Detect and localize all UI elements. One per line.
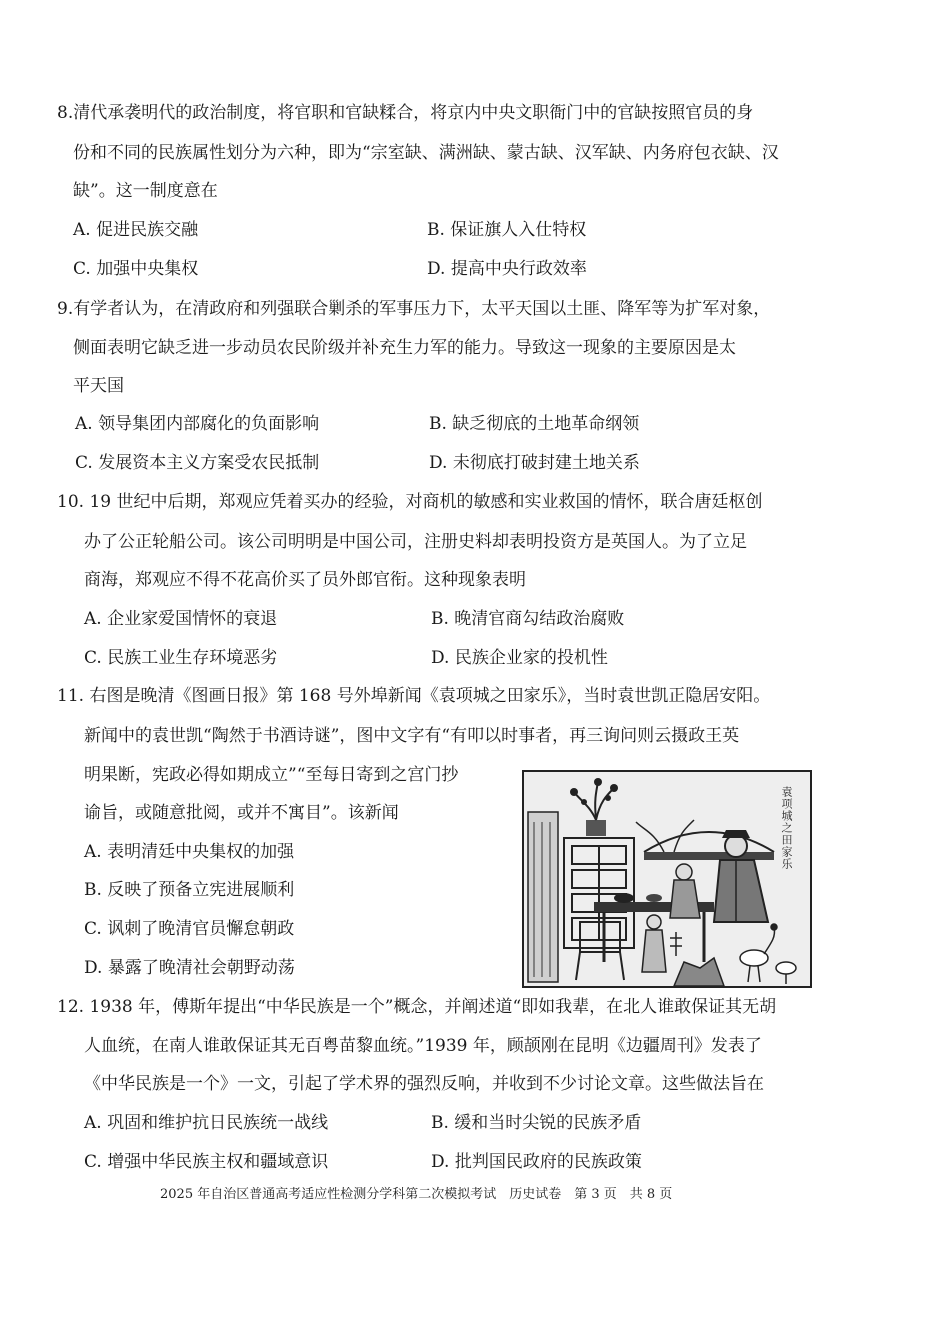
woodcut-scene-icon	[524, 772, 810, 986]
question-12-option-b: B. 缓和当时尖锐的民族矛盾	[431, 1113, 642, 1133]
question-10-stem-line-1: 10. 19 世纪中后期，郑观应凭着买办的经验，对商机的敏感和实业救国的情怀，联合唐廷枢创	[57, 492, 763, 512]
question-11-stem-line-1: 11. 右图是晚清《图画日报》第 168 号外埠新闻《袁项城之田家乐》，当时袁世凯正隐居安阳。	[57, 686, 771, 706]
question-12-option-a: A. 巩固和维护抗日民族统一战线	[84, 1113, 329, 1133]
question-12-option-d: D. 批判国民政府的民族政策	[431, 1152, 642, 1172]
illustration-caption: 袁项城之田家乐	[780, 786, 793, 870]
question-9-option-d: D. 未彻底打破封建土地关系	[429, 453, 640, 473]
question-9-option-c: C. 发展资本主义方案受农民抵制	[75, 453, 320, 473]
question-12-stem-line-2: 人血统，在南人谁敢保证其无百粤苗黎血统。”1939 年，顾颉刚在昆明《边疆周刊》发表了	[84, 1036, 762, 1056]
question-12-option-c: C. 增强中华民族主权和疆域意识	[84, 1152, 329, 1172]
question-8-stem-line-1: 8.清代承袭明代的政治制度，将官职和官缺糅合，将京内中央文职衙门中的官缺按照官员的身	[57, 103, 754, 123]
question-10-option-c: C. 民族工业生存环境恶劣	[84, 648, 278, 668]
question-9-option-a: A. 领导集团内部腐化的负面影响	[75, 414, 320, 434]
question-10-option-d: D. 民族企业家的投机性	[431, 648, 608, 668]
question-10-option-a: A. 企业家爱国情怀的衰退	[84, 609, 278, 629]
question-12-stem-line-3: 《中华民族是一个》一文，引起了学术界的强烈反响，并收到不少讨论文章。这些做法旨在	[84, 1074, 764, 1094]
question-11-option-c: C. 讽刺了晚清官员懈怠朝政	[84, 919, 295, 939]
question-10-stem-line-2: 办了公正轮船公司。该公司明明是中国公司，注册史料却表明投资方是英国人。为了立足	[84, 532, 747, 552]
question-11-stem-line-4: 谕旨，或随意批阅，或并不寓目”。该新闻	[84, 803, 399, 823]
question-10-option-b: B. 晚清官商勾结政治腐败	[431, 609, 625, 629]
question-8-stem-line-3: 缺”。这一制度意在	[73, 181, 218, 201]
question-11-option-d: D. 暴露了晚清社会朝野动荡	[84, 958, 295, 978]
question-11-stem-line-3: 明果断，宪政必得如期成立”“至每日寄到之宫门抄	[84, 765, 459, 785]
question-9-stem-line-3: 平天国	[73, 376, 124, 396]
question-9-option-b: B. 缺乏彻底的土地革命纲领	[429, 414, 640, 434]
question-11-stem-line-2: 新闻中的袁世凯“陶然于书酒诗谜”，图中文字有“有叩以时事者，再三询问则云摄政王英	[84, 726, 740, 746]
question-10-stem-line-3: 商海，郑观应不得不花高价买了员外郎官衔。这种现象表明	[84, 570, 526, 590]
question-9-stem-line-1: 9.有学者认为，在清政府和列强联合剿杀的军事压力下，太平天国以土匪、降军等为扩军对象，	[57, 299, 771, 319]
question-8-option-d: D. 提高中央行政效率	[427, 259, 587, 279]
page-footer: 2025 年自治区普通高考适应性检测分学科第二次模拟考试 历史试卷 第 3 页 共 8 页	[160, 1187, 673, 1202]
question-11-option-b: B. 反映了预备立宪进展顺利	[84, 880, 295, 900]
newspaper-illustration	[522, 770, 812, 988]
question-12-stem-line-1: 12. 1938 年，傅斯年提出“中华民族是一个”概念，并阐述道“即如我辈，在北人谁敢保证其无胡	[57, 997, 777, 1017]
question-9-stem-line-2: 侧面表明它缺乏进一步动员农民阶级并补充生力军的能力。导致这一现象的主要原因是太	[73, 338, 736, 358]
question-8-stem-line-2: 份和不同的民族属性划分为六种，即为“宗室缺、满洲缺、蒙古缺、汉军缺、内务府包衣缺、汉	[73, 143, 779, 163]
question-8-option-c: C. 加强中央集权	[73, 259, 199, 279]
question-8-option-a: A. 促进民族交融	[73, 220, 199, 240]
question-8-option-b: B. 保证旗人入仕特权	[427, 220, 587, 240]
question-11-option-a: A. 表明清廷中央集权的加强	[84, 842, 295, 862]
